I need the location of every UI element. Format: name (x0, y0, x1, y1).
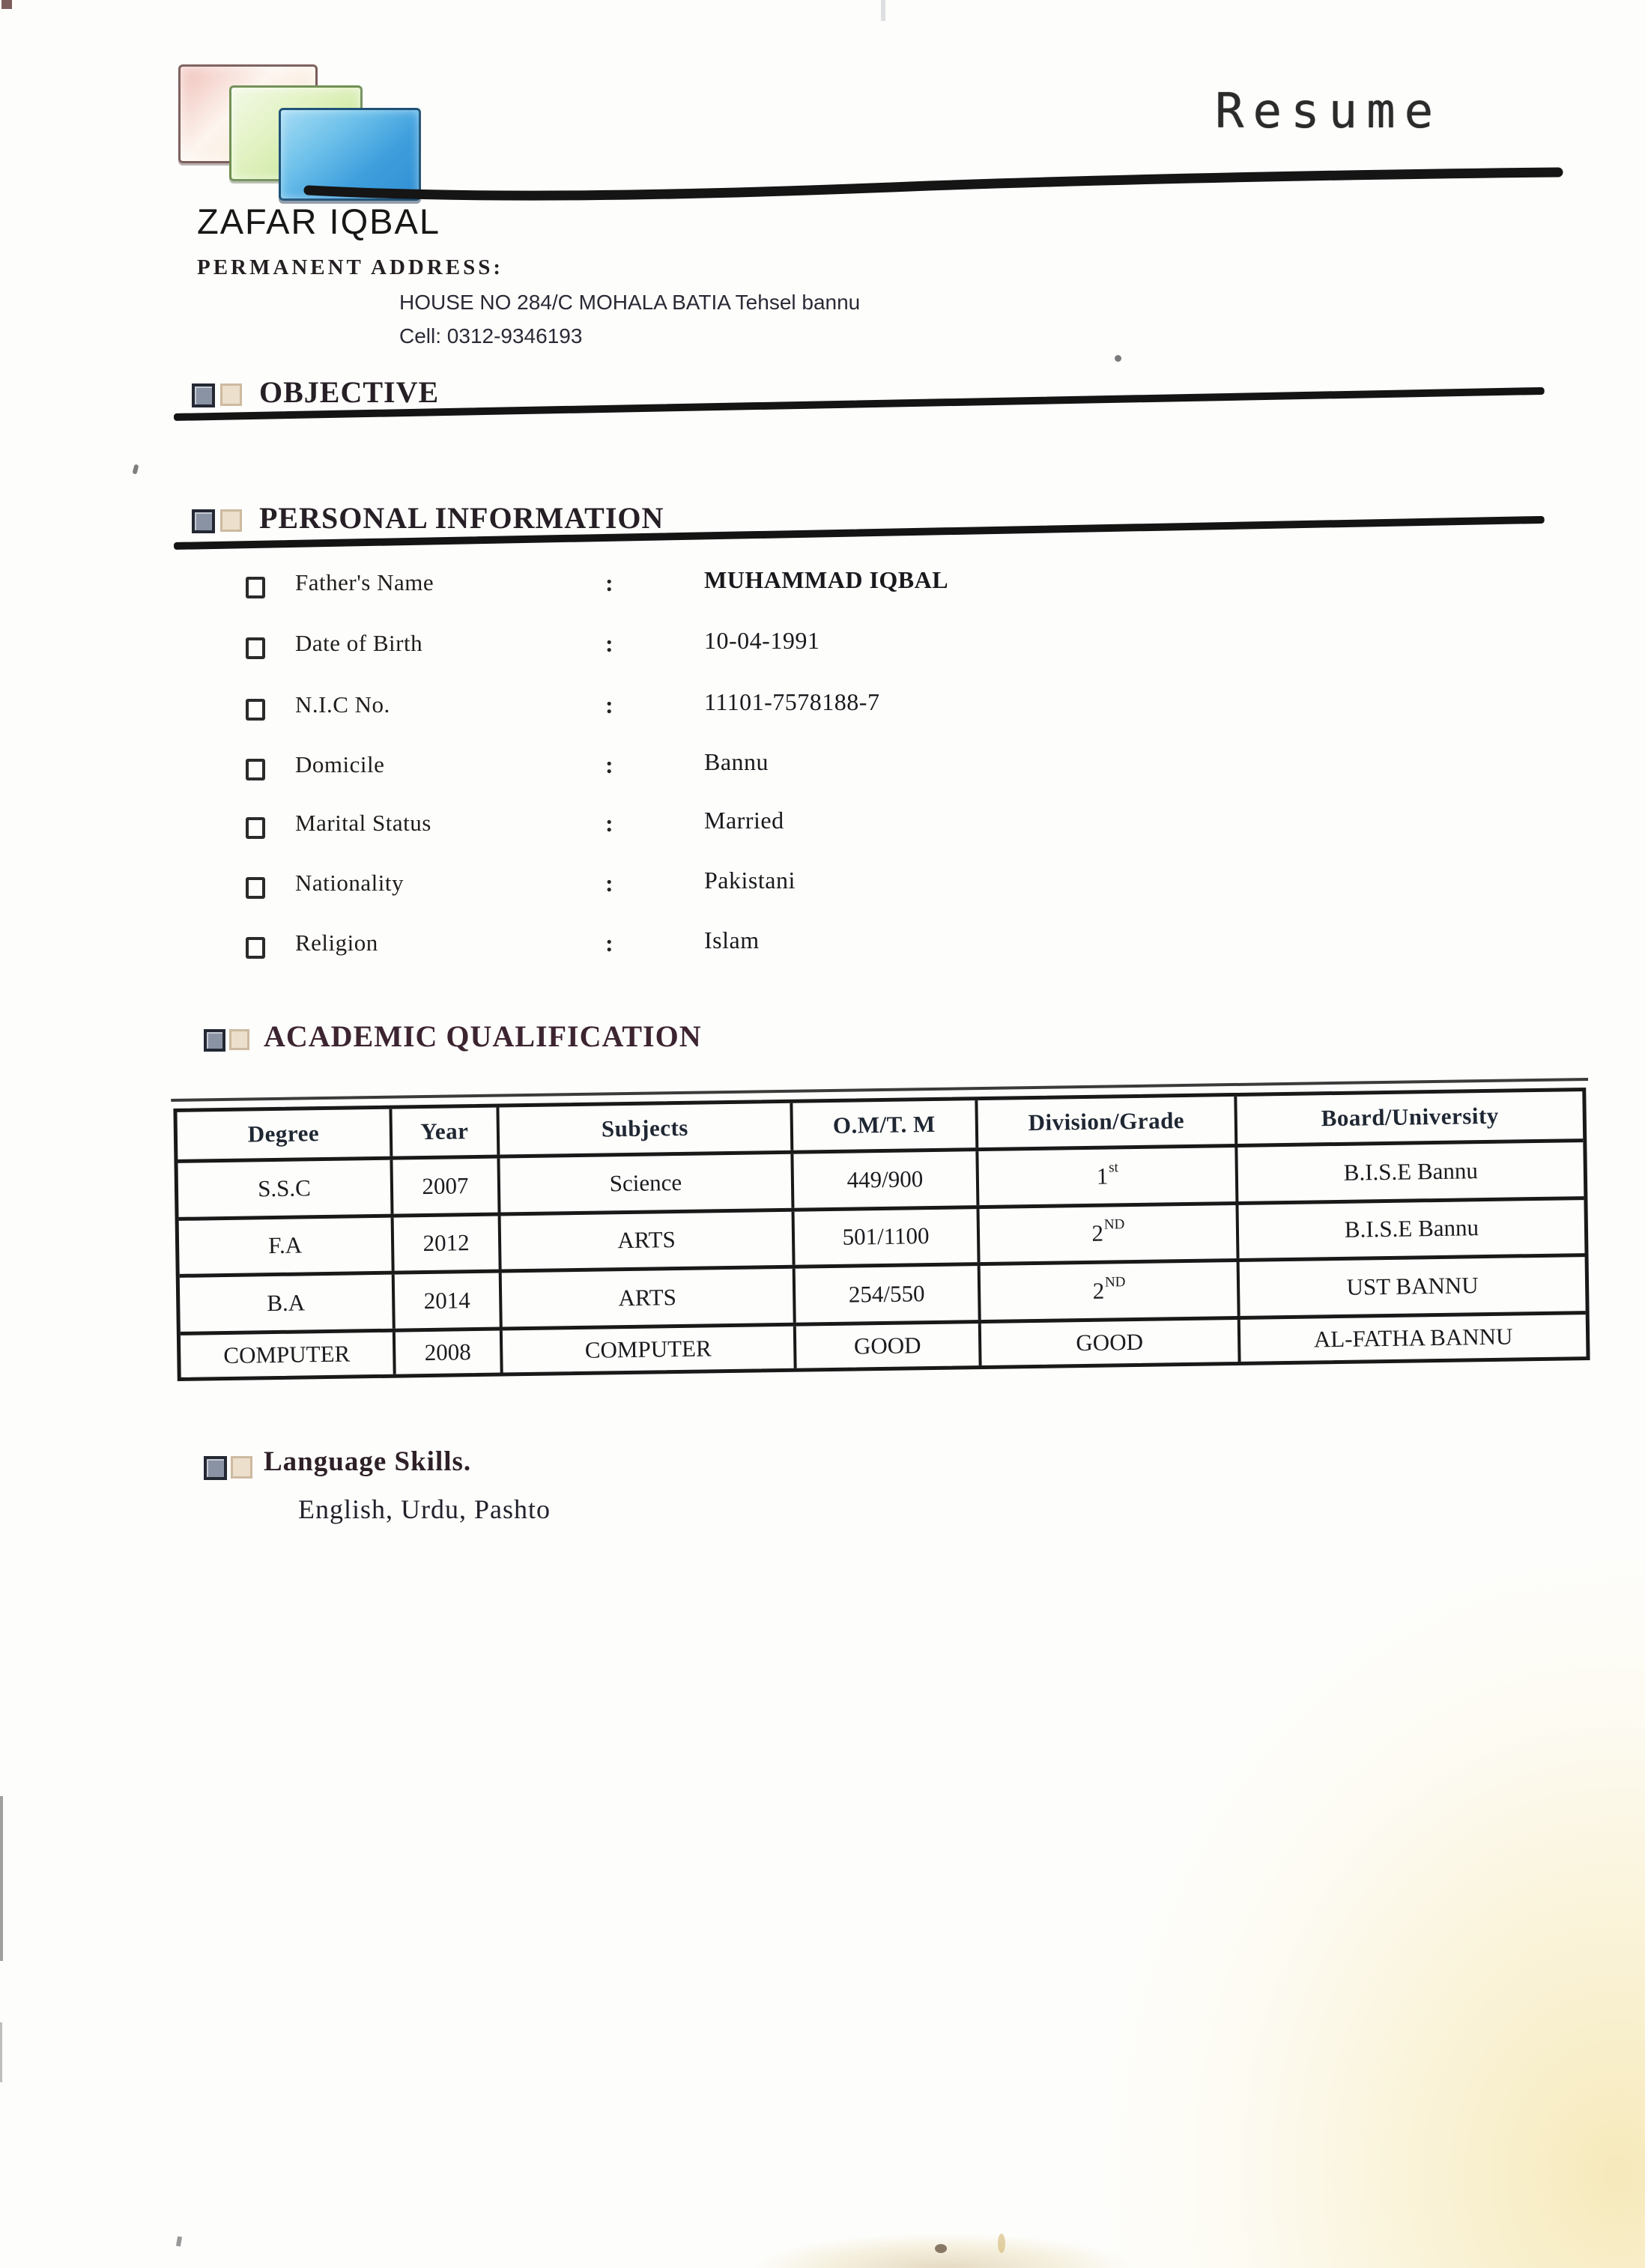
column-header: O.M/T. M (793, 1100, 978, 1150)
column-header: Board/University (1321, 1103, 1500, 1132)
bullet-square-icon (246, 877, 265, 899)
field-label: Domicile (295, 751, 385, 777)
stray-mark (133, 464, 139, 474)
field-label: Nationality (295, 870, 404, 896)
address-label: PERMANENT ADDRESS: (197, 255, 504, 279)
column-header: Year (392, 1108, 500, 1156)
field-value: Married (704, 807, 784, 834)
cell-year: 2014 (395, 1273, 503, 1329)
personal-row (246, 927, 1369, 974)
bullet-square-icon (246, 699, 265, 721)
cell-marks: GOOD (796, 1323, 982, 1368)
cell-marks: 501/1100 (795, 1209, 981, 1265)
heading-square-dark-icon (192, 509, 215, 533)
field-label: Religion (295, 930, 378, 956)
heading-square-dark-icon (204, 1029, 225, 1052)
cell-division (978, 1147, 1238, 1205)
personal-row (246, 867, 1369, 915)
cell-division (981, 1320, 1241, 1365)
cell-degree: S.S.C (178, 1160, 393, 1217)
section-title-personal: PERSONAL INFORMATION (259, 501, 664, 535)
cell-year: 2012 (394, 1216, 502, 1271)
cell-year: 2007 (393, 1158, 500, 1213)
cell-division (981, 1262, 1240, 1320)
paper-stain-bottom-center (712, 2208, 1176, 2268)
phone-line: Cell: 0312-9346193 (399, 324, 583, 348)
scan-mark-top-left (1, 0, 12, 9)
personal-row (246, 807, 1369, 855)
bullet-square-icon (246, 637, 265, 659)
division-superscript: ND (1104, 1274, 1126, 1291)
field-value: Islam (704, 927, 760, 953)
stray-mark (176, 2237, 182, 2247)
header-rule-line (285, 150, 1573, 210)
ink-speck (935, 2244, 947, 2253)
personal-row (246, 688, 1369, 736)
heading-square-dark-icon (204, 1456, 227, 1480)
heading-square-light-icon (220, 383, 242, 406)
section-title-languages: Language Skills. (264, 1446, 472, 1477)
bullet-square-icon (246, 759, 265, 780)
personal-row (246, 566, 1369, 614)
cell-subjects: COMPUTER (503, 1326, 797, 1373)
document-title: Resume (1215, 84, 1443, 139)
ink-speck (998, 2234, 1005, 2253)
division-superscript: st (1108, 1159, 1118, 1176)
section-title-objective: OBJECTIVE (259, 375, 440, 409)
cell-marks: 449/900 (793, 1151, 979, 1207)
field-separator: : (605, 870, 614, 897)
personal-row (246, 748, 1369, 796)
division-base: 1 (1096, 1162, 1109, 1189)
cell-year: 2008 (396, 1331, 503, 1374)
field-separator: : (605, 569, 614, 596)
field-label: N.I.C No. (295, 691, 390, 718)
field-value: Bannu (704, 748, 769, 775)
field-label: Marital Status (295, 810, 431, 836)
division-base: 2 (1091, 1220, 1104, 1247)
personal-row (246, 627, 1369, 675)
column-header: Division/Grade (978, 1097, 1237, 1147)
cell-marks: 254/550 (796, 1266, 981, 1322)
scan-mark-left-edge (0, 2022, 2, 2082)
academic-table (173, 1088, 1590, 1381)
heading-square-light-icon (220, 509, 242, 532)
cell-degree: B.A (180, 1275, 396, 1332)
person-name: ZAFAR IQBAL (197, 201, 440, 241)
column-header: Subjects (499, 1103, 793, 1155)
field-separator: : (605, 691, 614, 718)
bullet-square-icon (246, 937, 265, 959)
field-separator: : (605, 630, 614, 657)
scan-mark-top-center (881, 0, 885, 21)
stray-dot (1115, 355, 1121, 362)
cell-board: B.I.S.E Bannu (1343, 1156, 1479, 1186)
field-label: Date of Birth (295, 630, 423, 656)
section-title-academic: ACADEMIC QUALIFICATION (264, 1019, 702, 1053)
bullet-square-icon (246, 577, 265, 598)
cell-board: UST BANNU (1346, 1272, 1479, 1300)
division-superscript: ND (1103, 1216, 1125, 1234)
field-value: MUHAMMAD IQBAL (704, 566, 949, 593)
scan-mark-left-edge (0, 1796, 3, 1961)
field-value: 10-04-1991 (704, 627, 820, 654)
heading-square-dark-icon (192, 383, 215, 407)
division-base: GOOD (1076, 1328, 1144, 1356)
cell-board: B.I.S.E Bannu (1344, 1214, 1479, 1243)
cell-subjects: ARTS (501, 1211, 796, 1270)
cell-degree: COMPUTER (181, 1332, 396, 1377)
field-value: 11101-7578188-7 (704, 688, 880, 715)
bullet-square-icon (246, 817, 265, 839)
cell-degree: F.A (179, 1217, 395, 1274)
address-line: HOUSE NO 284/C MOHALA BATIA Tehsel bannu (399, 291, 861, 314)
cell-subjects: Science (500, 1154, 794, 1213)
column-header: Degree (177, 1109, 393, 1159)
field-label: Father's Name (295, 569, 434, 595)
heading-square-light-icon (231, 1456, 252, 1479)
cell-division (980, 1205, 1240, 1263)
cell-subjects: ARTS (502, 1269, 796, 1327)
languages-list: English, Urdu, Pashto (298, 1494, 551, 1524)
cell-board: AL-FATHA BANNU (1313, 1323, 1513, 1353)
division-base: 2 (1092, 1277, 1105, 1304)
paper-stain-bottom-right (971, 1482, 1645, 2268)
heading-square-light-icon (229, 1029, 249, 1050)
field-value: Pakistani (704, 867, 796, 894)
field-separator: : (605, 751, 614, 778)
field-separator: : (605, 930, 614, 956)
field-separator: : (605, 810, 614, 837)
